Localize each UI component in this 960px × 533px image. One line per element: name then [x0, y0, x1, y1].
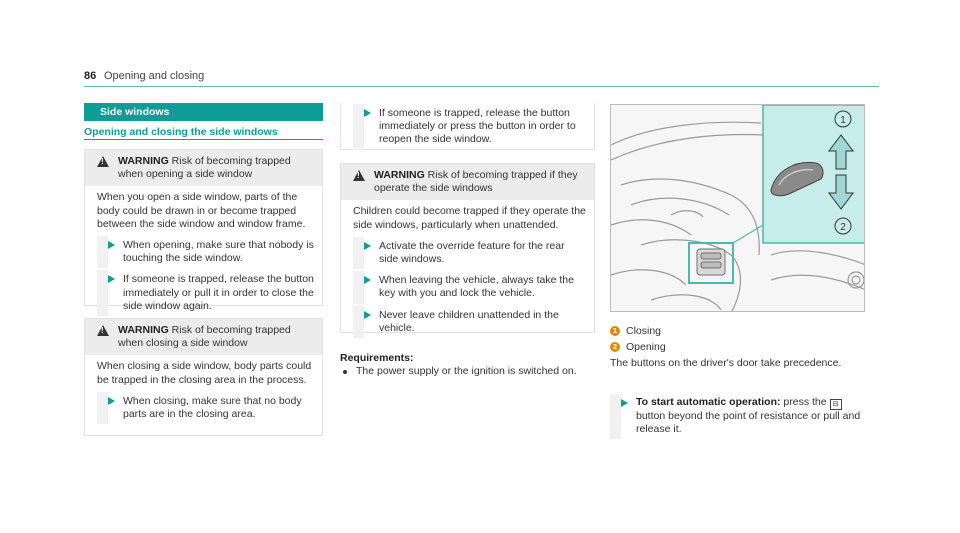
arrow-bullet-icon [621, 399, 628, 407]
warning-body [85, 355, 322, 427]
warning-header [85, 319, 322, 355]
number-badge-icon: 1 [610, 326, 620, 336]
list-item: When leaving the vehicle, always take the key with you and lock the vehicle. [353, 274, 586, 300]
svg-text:2: 2 [840, 222, 846, 233]
warning-header [341, 164, 594, 200]
continued-box [340, 103, 595, 150]
warning-box-closing [84, 318, 323, 436]
arrow-bullet-icon [364, 109, 371, 117]
list-item: If someone is trapped, release the button immediately or press the button in order to reopen the side window. [353, 107, 586, 147]
callout-1-icon [835, 111, 851, 127]
requirements-label: Requirements: [340, 352, 414, 364]
warning-body [85, 186, 322, 319]
warning-title: Risk of becoming trapped when opening a side window [118, 155, 291, 181]
warning-header [85, 150, 322, 186]
page-header-title: Opening and closing [104, 70, 205, 82]
list-item: Activate the override feature for the rear side windows. [353, 240, 586, 266]
subheading: Opening and closing the side windows [84, 126, 278, 138]
window-button-icon: ⊟ [830, 399, 842, 410]
svg-text:1: 1 [840, 115, 846, 126]
warning-box-opening [84, 149, 323, 312]
warning-label: WARNING [374, 169, 425, 181]
requirement-item: The power supply or the ignition is switched on. [340, 365, 590, 378]
action-label: To start automatic operation: [636, 396, 781, 408]
automatic-operation-step: To start automatic operation: press the ⊟ button beyond the point of resistance or pull and release it. [610, 396, 865, 436]
legend-item-opening: 2 Opening [610, 341, 865, 354]
warning-icon [97, 325, 109, 336]
warning-title: Risk of becoming trapped when closing a side window [118, 324, 291, 350]
list-item: If someone is trapped, release the button immediately or pull it in order to close the side window again. [97, 273, 314, 313]
door-panel-drawing [611, 105, 865, 312]
warning-title: Risk of becoming trapped if they operate the side windows [374, 169, 578, 195]
arrow-bullet-icon [108, 241, 115, 249]
buttons-precedence-text: The buttons on the driver's door take precedence. [610, 357, 842, 369]
arrow-bullet-icon [108, 397, 115, 405]
arrow-bullet-icon [364, 311, 371, 319]
list-item: When opening, make sure that nobody is touching the side window. [97, 239, 314, 265]
warning-label: WARNING [118, 324, 169, 336]
list-item: When closing, make sure that no body parts are in the closing area. [97, 395, 314, 421]
list-item: Never leave children unattended in the vehicle. [353, 309, 586, 335]
arrow-bullet-icon [364, 276, 371, 284]
warning-text: Children could become trapped if they operate the side windows, particularly when unattended. [353, 205, 586, 231]
arrow-bullet-icon [108, 275, 115, 283]
section-title-bar: Side windows [84, 103, 323, 121]
warning-icon [353, 170, 365, 181]
number-badge-icon: 2 [610, 342, 620, 352]
header-divider [84, 86, 879, 87]
warning-label: WARNING [118, 155, 169, 167]
warning-body [341, 200, 594, 341]
warning-text: When you open a side window, parts of the body could be drawn in or become trapped between the side window and window frame. [97, 191, 306, 230]
warning-icon [97, 156, 109, 167]
legend-item-closing: 1 Closing [610, 325, 865, 338]
door-switch-illustration [610, 104, 865, 312]
warning-text: When closing a side window, body parts could be trapped in the closing area in the process. [97, 360, 312, 386]
subheading-rule [84, 139, 323, 140]
warning-box-children [340, 163, 595, 333]
callout-2-icon [835, 218, 851, 234]
bullet-dot-icon [343, 370, 347, 374]
arrow-bullet-icon [364, 242, 371, 250]
page-number: 86 [84, 70, 97, 82]
